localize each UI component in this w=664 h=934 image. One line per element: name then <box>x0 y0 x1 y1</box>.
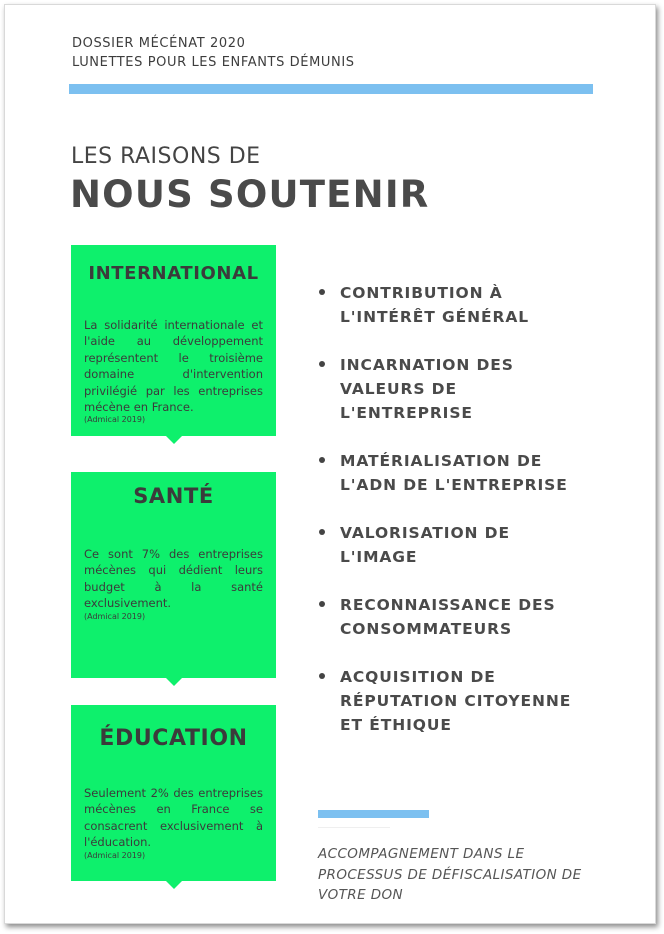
list-item <box>318 593 588 641</box>
card-source: (Admical 2019) <box>84 850 146 860</box>
reason-text: VALORISATION DE L'IMAGE <box>340 524 510 566</box>
document-page <box>4 4 656 924</box>
card-text: La solidarité internationale et l'aide au développement représentent le troisième domaine d'intervention privilégié par les entreprises mécène en France. <box>84 318 263 415</box>
reason-text: INCARNATION DES VALEURS DE L'ENTREPRISE <box>340 356 514 422</box>
card-international <box>71 245 276 436</box>
list-item <box>318 281 588 329</box>
bullet-icon <box>319 601 325 607</box>
header-subtitle: LUNETTES POUR LES ENFANTS DÉMUNIS <box>72 55 355 70</box>
card-title: SANTÉ <box>133 484 214 508</box>
card-title: ÉDUCATION <box>99 726 248 751</box>
bullet-icon <box>319 289 325 295</box>
list-item <box>318 521 588 569</box>
reason-text: ACQUISITION DE RÉPUTATION CITOYENNE ET ÉTHIQUE <box>340 668 572 734</box>
list-item <box>318 353 588 425</box>
reason-text: CONTRIBUTION À L'INTÉRÊT GÉNÉRAL <box>340 284 529 326</box>
page-title-big: NOUS SOUTENIR <box>70 173 430 216</box>
card-text: Ce sont 7% des entreprises mécènes qui dédient leurs budget à la santé exclusivement. <box>84 547 263 611</box>
footer-accent-bar <box>318 810 429 818</box>
header-dossier-title: DOSSIER MÉCÉNAT 2020 <box>72 36 246 51</box>
card-source: (Admical 2019) <box>84 415 146 425</box>
list-item <box>318 449 588 497</box>
reason-text: RECONNAISSANCE DES CONSOMMATEURS <box>340 596 556 638</box>
divider <box>318 827 390 828</box>
card-text: Seulement 2% des entreprises mécènes en France se consacrent exclusivement à l'éducation. <box>84 786 263 850</box>
top-accent-bar <box>69 84 593 94</box>
card-source: (Admical 2019) <box>84 611 146 621</box>
footer-text: ACCOMPAGNEMENT DANS LE PROCESSUS DE DÉFISCALISATION DE VOTRE DON <box>318 846 582 903</box>
bullet-icon <box>319 457 325 463</box>
bullet-icon <box>319 529 325 535</box>
bullet-icon <box>319 673 325 679</box>
reasons-list <box>318 281 588 761</box>
card-title: INTERNATIONAL <box>88 263 259 284</box>
bullet-icon <box>319 361 325 367</box>
page-title-small: LES RAISONS DE <box>71 144 261 169</box>
reason-text: MATÉRIALISATION DE L'ADN DE L'ENTREPRISE <box>340 452 568 494</box>
card-education <box>71 705 276 881</box>
card-sante <box>71 472 276 678</box>
list-item <box>318 665 588 737</box>
